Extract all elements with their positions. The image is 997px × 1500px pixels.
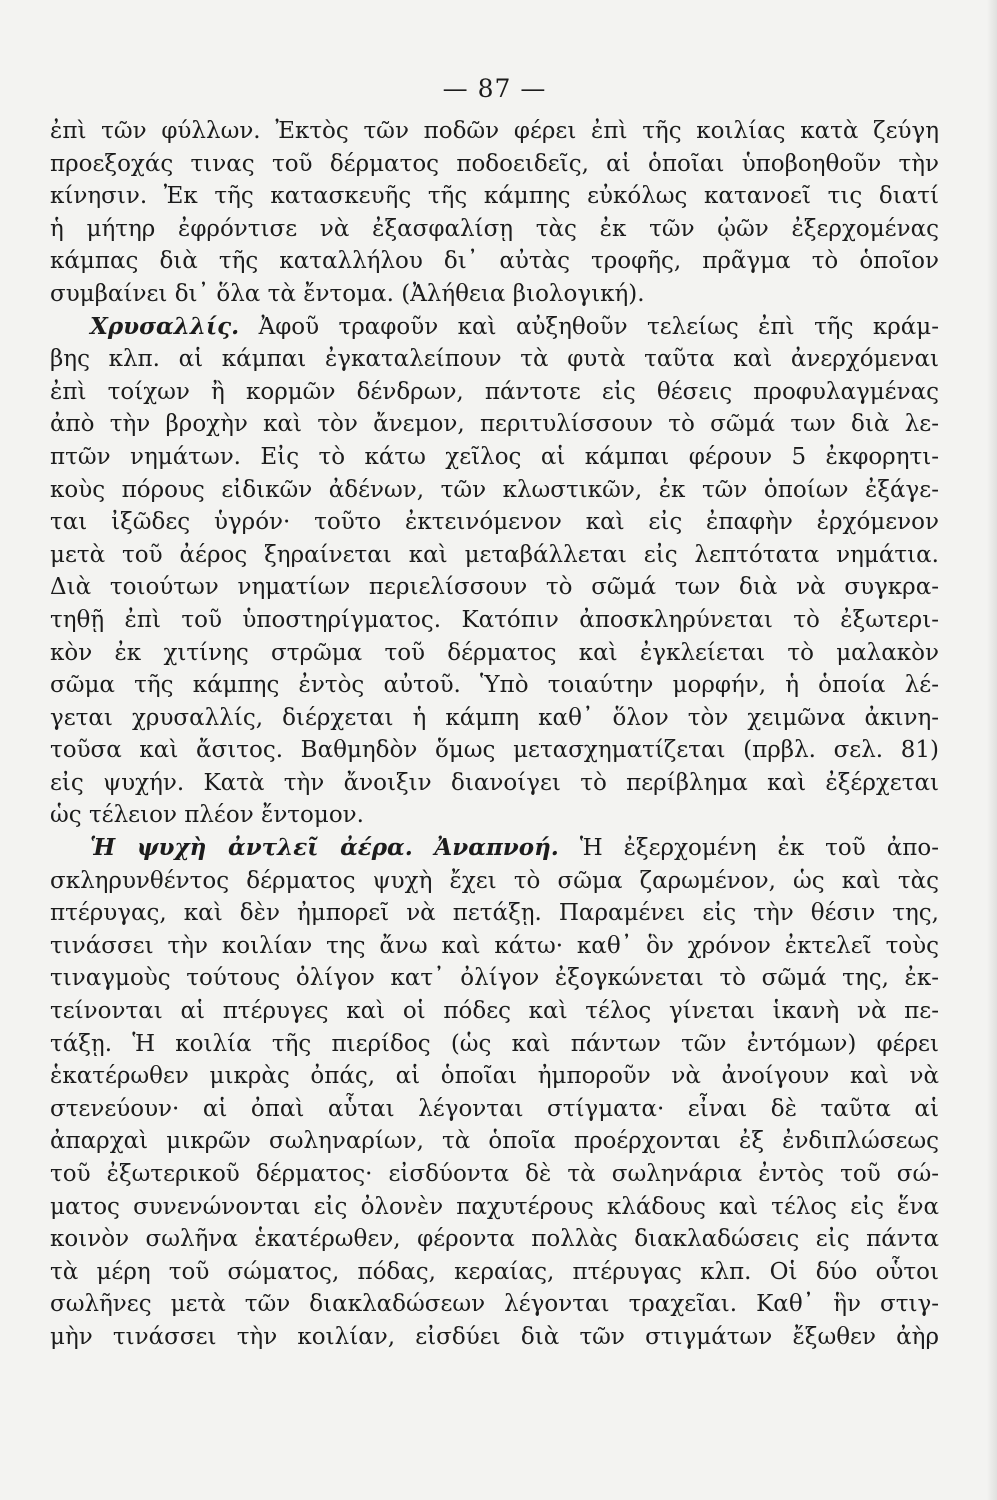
text-line: ἀπὸ τὴν βροχὴν καὶ τὸν ἄνεμον, περιτυλίσσουν τὸ σῶμά των διὰ λε- bbox=[50, 411, 939, 438]
text-line: πτῶν νημάτων. Εἰς τὸ κάτω χεῖλος αἱ κάμπαι φέρουν 5 ἐκφορητι- bbox=[50, 443, 939, 470]
text-run: Ἡ ἐξερχομένη ἐκ τοῦ ἀπο- bbox=[579, 835, 939, 862]
section-heading-psyche: Ἡ ψυχὴ ἀντλεῖ ἀέρα. Ἀναπνοή. bbox=[90, 834, 559, 862]
text-line: κοινὸν σωλῆνα ἑκατέρωθεν, φέροντα πολλὰς διακλαδώσεις εἰς πάντα bbox=[50, 1226, 939, 1253]
text-line: ἀπαρχαὶ μικρῶν σωληναρίων, τὰ ὁποῖα προέρχονται ἐξ ἐνδιπλώσεως bbox=[50, 1128, 939, 1155]
text-line: βης κλπ. αἱ κάμπαι ἐγκαταλείπουν τὰ φυτὰ ταῦτα καὶ ἀνερχόμεναι bbox=[50, 346, 939, 373]
text-line: σωλῆνες μετὰ τῶν διακλαδώσεων λέγονται τραχεῖαι. Καθ᾿ ἣν στιγ- bbox=[50, 1291, 939, 1318]
text-line: σκληρυνθέντος δέρματος ψυχὴ ἔχει τὸ σῶμα ζαρωμένον, ὡς καὶ τὰς bbox=[50, 867, 939, 894]
text-line: κὸν ἐκ χιτίνης στρῶμα τοῦ δέρματος καὶ ἐγκλείεται τὸ μαλακὸν bbox=[50, 639, 939, 666]
page-edge-shadow bbox=[987, 0, 997, 1500]
text-line: μὴν τινάσσει τὴν κοιλίαν, εἰσδύει διὰ τῶν στιγμάτων ἔξωθεν ἀὴρ bbox=[50, 1323, 939, 1350]
text-line: κοὺς πόρους εἰδικῶν ἀδένων, τῶν κλωστικῶν, ἐκ τῶν ὁποίων ἐξάγε- bbox=[50, 476, 939, 503]
text-line: τὰ μέρη τοῦ σώματος, πόδας, κεραίας, πτέρυγας κλπ. Οἱ δύο οὗτοι bbox=[50, 1258, 939, 1285]
section-line-psyche bbox=[50, 832, 939, 865]
text-line: ἡ μήτηρ ἐφρόντισε νὰ ἐξασφαλίσῃ τὰς ἐκ τῶν ᾠῶν ἐξερχομένας bbox=[50, 215, 939, 242]
text-line: κίνησιν. Ἐκ τῆς κατασκευῆς τῆς κάμπης εὐκόλως κατανοεῖ τις διατί bbox=[50, 183, 939, 210]
text-line: τιναγμοὺς τούτους ὀλίγον κατ᾿ ὀλίγον ἐξογκώνεται τὸ σῶμά της, ἐκ- bbox=[50, 965, 939, 992]
text-line: τοῦσα καὶ ἄσιτος. Βαθμηδὸν ὅμως μετασχηματίζεται (πρβλ. σελ. 81) bbox=[50, 737, 939, 764]
text-line: προεξοχάς τινας τοῦ δέρματος ποδοειδεῖς, αἱ ὁποῖαι ὑποβοηθοῦν τὴν bbox=[50, 150, 939, 177]
text-line: τοῦ ἐξωτερικοῦ δέρματος· εἰσδύοντα δὲ τὰ σωληνάρια ἐντὸς τοῦ σώ- bbox=[50, 1161, 939, 1187]
text-line: ἐπὶ τοίχων ἢ κορμῶν δένδρων, πάντοτε εἰς θέσεις προφυλαγμένας bbox=[50, 378, 939, 405]
text-line: συμβαίνει δι᾿ ὅλα τὰ ἔντομα. (Ἀλήθεια βιολογική). bbox=[50, 280, 645, 307]
page-number: — 87 — bbox=[442, 74, 547, 103]
text-line: εἰς ψυχήν. Κατὰ τὴν ἄνοιξιν διανοίγει τὸ περίβλημα καὶ ἐξέρχεται bbox=[50, 769, 939, 796]
text-line: μετὰ τοῦ ἀέρος ξηραίνεται καὶ μεταβάλλεται εἰς λεπτότατα νημάτια. bbox=[50, 541, 939, 568]
text-line: γεται χρυσαλλίς, διέρχεται ἡ κάμπη καθ᾿ ὅλον τὸν χειμῶνα ἀκινη- bbox=[50, 704, 939, 731]
text-line: τάξῃ. Ἡ κοιλία τῆς πιερίδος (ὡς καὶ πάντων τῶν ἐντόμων) φέρει bbox=[50, 1030, 939, 1057]
text-line: σῶμα τῆς κάμπης ἐντὸς αὐτοῦ. Ὑπὸ τοιαύτην μορφήν, ἡ ὁποία λέ- bbox=[50, 672, 939, 699]
text-line: τινάσσει τὴν κοιλίαν της ἄνω καὶ κάτω· καθ᾿ ὃν χρόνον ἐκτελεῖ τοὺς bbox=[50, 932, 939, 959]
text-line: ἐπὶ τῶν φύλλων. Ἐκτὸς τῶν ποδῶν φέρει ἐπὶ τῆς κοιλίας κατὰ ζεύγη bbox=[50, 118, 939, 144]
text-line: τηθῇ ἐπὶ τοῦ ὑποστηρίγματος. Κατόπιν ἀποσκληρύνεται τὸ ἐξωτερι- bbox=[50, 606, 939, 633]
section-line-chrysallis bbox=[50, 311, 939, 344]
text-line: Διὰ τοιούτων νηματίων περιελίσσουν τὸ σῶμά των διὰ νὰ συγκρα- bbox=[50, 574, 939, 601]
text-line: πτέρυγας, καὶ δὲν ἠμπορεῖ νὰ πετάξῃ. Παραμένει εἰς τὴν θέσιν της, bbox=[50, 900, 939, 927]
text-line: ται ἰξῶδες ὑγρόν· τοῦτο ἐκτεινόμενον καὶ εἰς ἐπαφὴν ἐρχόμενον bbox=[50, 509, 939, 536]
text-line: ἑκατέρωθεν μικρὰς ὀπάς, αἱ ὁποῖαι ἠμποροῦν νὰ ἀνοίγουν καὶ νὰ bbox=[50, 1063, 939, 1090]
text-line: στενεύουν· αἱ ὀπαὶ αὗται λέγονται στίγματα· εἶναι δὲ ταῦτα αἱ bbox=[50, 1095, 939, 1122]
text-run: Ἀφοῦ τραφοῦν καὶ αὐξηθοῦν τελείως ἐπὶ τῆς κράμ- bbox=[258, 313, 939, 340]
text-line: τείνονται αἱ πτέρυγες καὶ οἱ πόδες καὶ τέλος γίνεται ἱκανὴ νὰ πε- bbox=[50, 998, 939, 1025]
text-line: κάμπας διὰ τῆς καταλλήλου δι᾿ αὐτὰς τροφῆς, πρᾶγμα τὸ ὁποῖον bbox=[50, 248, 939, 275]
text-line: ὡς τέλειον πλέον ἔντομον. bbox=[50, 802, 364, 829]
section-heading-chrysallis: Χρυσαλλίς. bbox=[90, 312, 240, 340]
body-text bbox=[50, 115, 939, 1354]
text-line: ματος συνενώνονται εἰς ὀλονὲν παχυτέρους κλάδους καὶ τέλος εἰς ἕνα bbox=[50, 1193, 939, 1220]
